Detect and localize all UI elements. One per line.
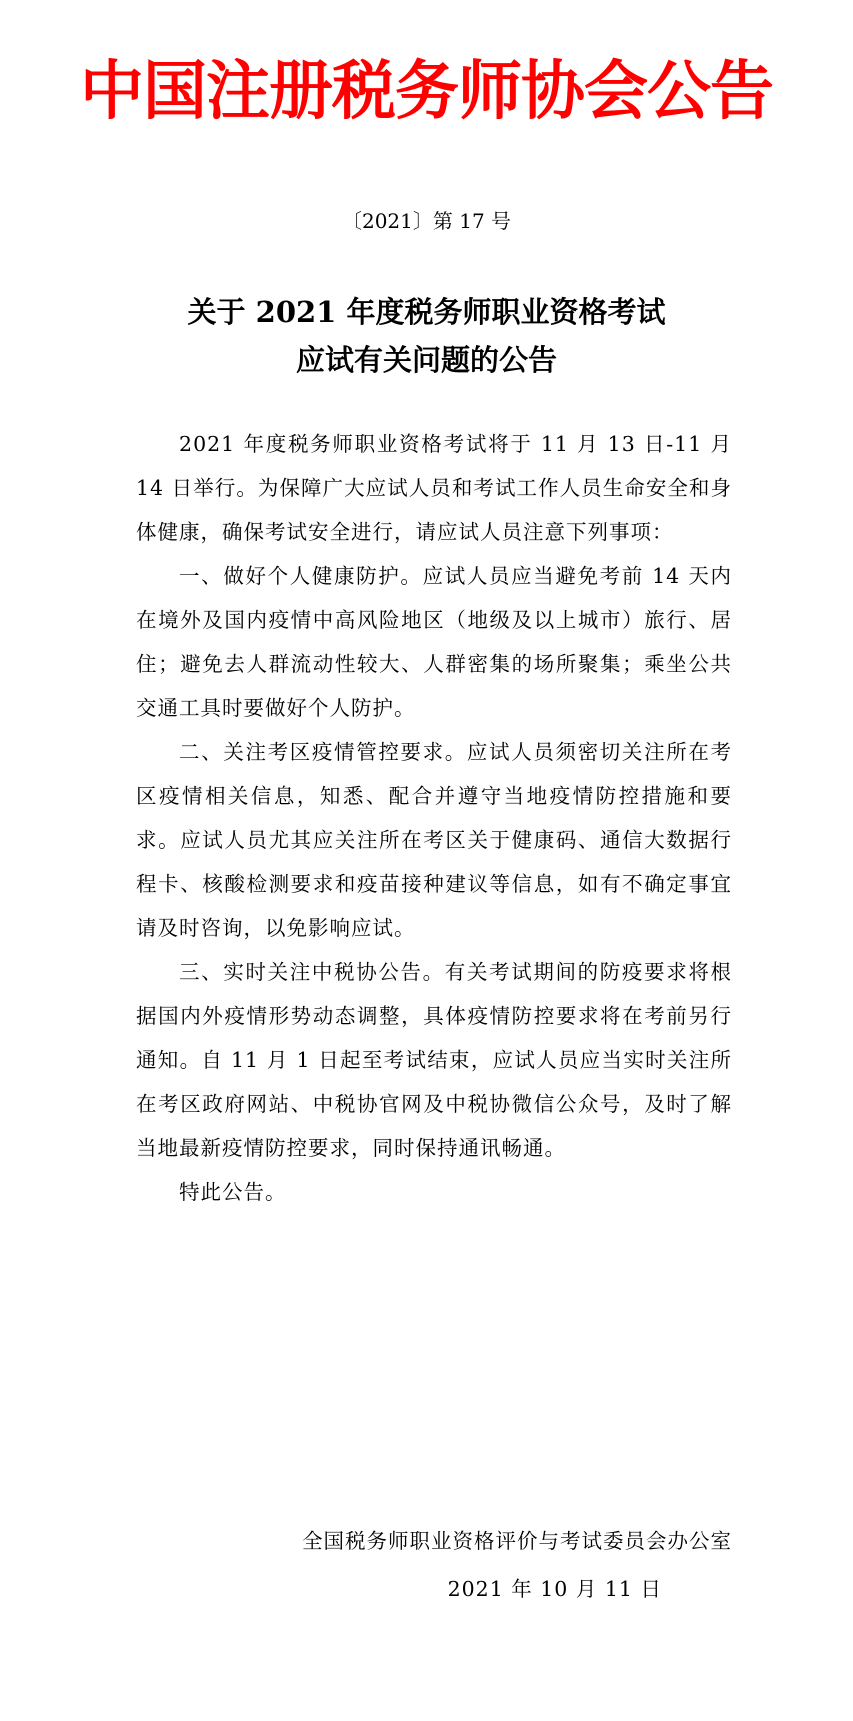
- announcement-body: [136, 422, 732, 1214]
- paragraph-item-2: 二、关注考区疫情管控要求。应试人员须密切关注所在考区疫情相关信息，知悉、配合并遵守当地疫情防控措施和要求。应试人员尤其应关注所在考区关于健康码、通信大数据行程卡、核酸检测要求和疫苗接种建议等信息，如有不确定事宜请及时咨询，以免影响应试。: [136, 740, 732, 940]
- paragraph-intro: 2021 年度税务师职业资格考试将于 11 月 13 日-11 月 14 日举行。为保障广大应试人员和考试工作人员生命安全和身体健康，确保考试安全进行，请应试人员注意下列事项：: [136, 432, 732, 544]
- paragraph-item-3: 三、实时关注中税协公告。有关考试期间的防疫要求将根据国内外疫情形势动态调整，具体疫情防控要求将在考前另行通知。自 11 月 1 日起至考试结束，应试人员应当实时关注所在考区政府网站、中税协官网及中税协微信公众号，及时了解当地最新疫情防控要求，同时保持通讯畅通。: [136, 960, 732, 1160]
- paragraph-closing: 特此公告。: [179, 1180, 287, 1204]
- masthead-title: 中国注册税务师协会公告: [80, 55, 773, 129]
- title-line-1: 关于 2021 年度税务师职业资格考试: [187, 295, 666, 329]
- document-number: 〔2021〕第 17 号: [341, 209, 512, 233]
- signature-date: 2021 年 10 月 11 日: [447, 1577, 662, 1601]
- announcement-title: [0, 288, 853, 384]
- signature-organization: 全国税务师职业资格评价与考试委员会办公室: [302, 1529, 732, 1553]
- title-line-2: 应试有关问题的公告: [295, 343, 557, 377]
- paragraph-item-1: 一、做好个人健康防护。应试人员应当避免考前 14 天内在境外及国内疫情中高风险地区（地级及以上城市）旅行、居住；避免去人群流动性较大、人群密集的场所聚集；乘坐公共交通工具时要做好个人防护。: [136, 564, 732, 720]
